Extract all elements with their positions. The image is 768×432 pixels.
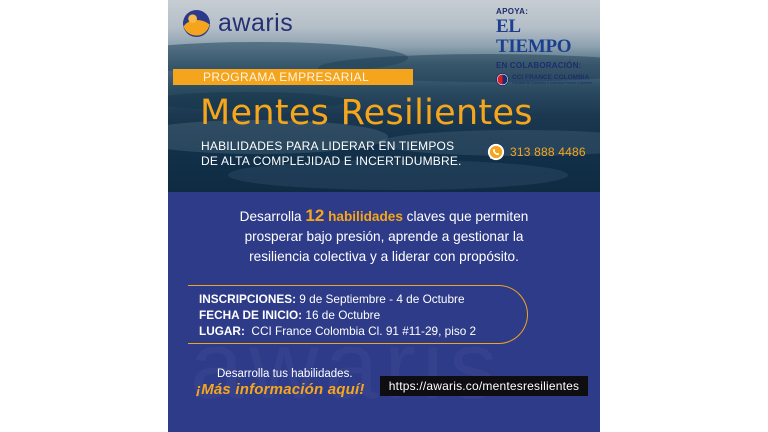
description-text: claves que permiten <box>402 209 529 224</box>
awaris-logo <box>182 9 293 38</box>
inscripciones-row <box>199 291 476 307</box>
url-text: https://awaris.co/mentesresilientes <box>388 379 580 393</box>
fecha-row <box>199 307 476 323</box>
phone-number: 313 888 4486 <box>510 145 586 159</box>
cci-subtitle: Cámara de Comercio e Industria France Colombia <box>512 81 593 85</box>
whatsapp-contact[interactable] <box>487 143 586 161</box>
description-line: resiliencia colectiva y a liderar con propósito. <box>249 249 519 264</box>
fecha-value: 16 de Octubre <box>302 308 381 322</box>
subtitle-line: DE ALTA COMPLEJIDAD E INCERTIDUMBRE. <box>201 154 462 168</box>
lugar-row <box>199 323 476 339</box>
skills-count: 12 <box>305 206 325 225</box>
cci-name: CCI FRANCE COLOMBIA <box>512 74 590 81</box>
description-line: prosperar bajo presión, aprende a gestionar la <box>244 229 524 244</box>
program-label: PROGRAMA EMPRESARIAL <box>203 70 370 84</box>
hero-section <box>168 0 600 192</box>
description-paragraph <box>198 206 570 267</box>
cta-line: Desarrolla tus habilidades. <box>217 368 353 380</box>
main-title: Mentes Resilientes <box>200 93 533 133</box>
whatsapp-icon <box>487 143 505 161</box>
description-line <box>198 206 570 227</box>
apoya-label: APOYA: <box>496 7 529 16</box>
lugar-value: CCI France Colombia Cl. 91 #11-29, piso 2 <box>244 324 477 338</box>
awaris-logo-icon <box>182 9 211 38</box>
subtitle-line: HABILIDADES PARA LIDERAR EN TIEMPOS <box>201 139 455 153</box>
subtitle <box>201 139 462 169</box>
event-info <box>199 291 476 339</box>
brand-name: awaris <box>218 9 294 37</box>
cci-logo-icon <box>496 73 509 86</box>
inscripciones-value: 9 de Septiembre - 4 de Octubre <box>296 292 465 306</box>
poster <box>168 0 600 432</box>
url-link[interactable] <box>380 376 588 396</box>
inscripciones-label: INSCRIPCIONES: <box>199 292 297 306</box>
eltiempo-logo: EL TIEMPO <box>496 16 572 57</box>
lugar-label: LUGAR: <box>199 324 245 338</box>
colaboracion-label: EN COLABORACIÓN: <box>496 61 582 70</box>
fecha-label: FECHA DE INICIO: <box>199 308 303 322</box>
skills-highlight: habilidades <box>328 209 403 224</box>
cta-headline: ¡Más información aquí! <box>196 381 365 398</box>
description-text: Desarrolla <box>239 209 306 224</box>
supporters-block <box>496 7 596 86</box>
cci-logo <box>496 73 596 86</box>
